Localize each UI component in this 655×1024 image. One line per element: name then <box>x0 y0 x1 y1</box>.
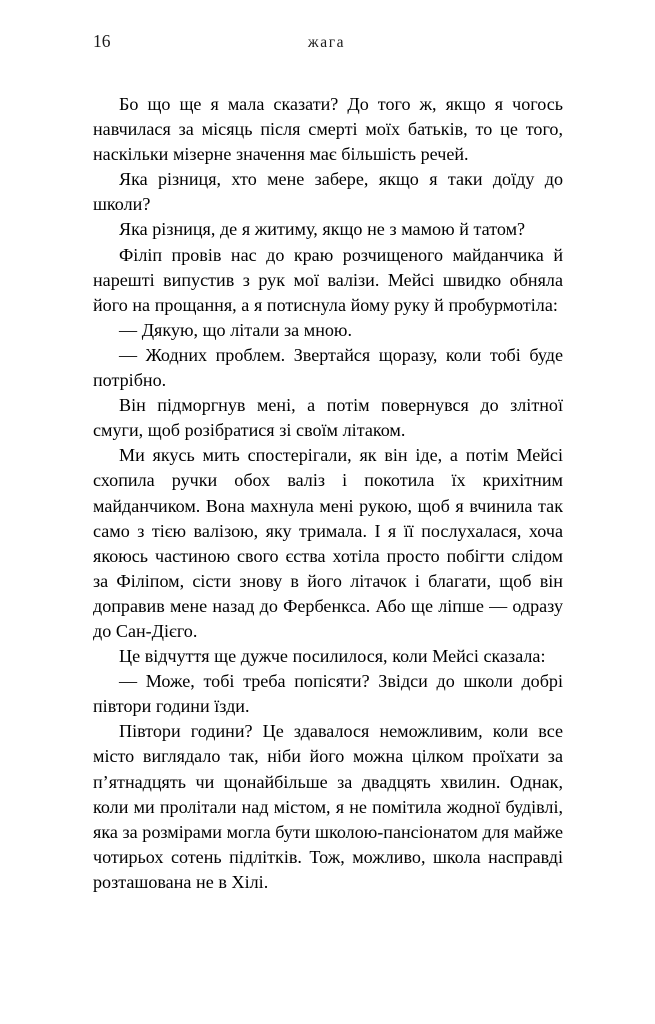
running-title: жага <box>307 34 346 51</box>
paragraph: Філіп провів нас до краю розчищеного майданчика й нарешті випустив з рук мої валізи. Мейсі швидко обняла його на прощання, а я потиснула йому руку й пробурмотіла: <box>93 244 563 315</box>
page-number: 16 <box>93 31 111 51</box>
paragraph: Півтори години? Це здавалося неможливим, коли все місто виглядало так, ніби його можна цілком проїхати за п’ятнадцять чи щонайбільше за двадцять хвилин. Однак, коли ми пролітали над містом, я не помітила жодної будівлі, яка за розмірами могла бути школою-пансіонатом для майже чотирьох сотень підлітків. Тож, можливо, школа насправді розташована не в Хілі. <box>93 721 563 892</box>
paragraph: Яка різниця, де я житиму, якщо не з мамою й татом? <box>119 219 526 240</box>
paragraph: Це відчуття ще дужче посилилося, коли Мейсі сказала: <box>119 646 546 667</box>
dialogue-line: — Дякую, що літали за мною. <box>119 319 352 340</box>
paragraph: Він підморгнув мені, а потім повернувся до злітної смуги, щоб розібратися зі своїм літаком. <box>93 395 563 441</box>
dialogue-line: — Може, тобі треба попісяти? Звідси до школи добрі півтори години їзди. <box>93 671 563 717</box>
dialogue-line: — Жодних проблем. Звертайся щоразу, коли тобі буде потрібно. <box>93 344 563 391</box>
running-head <box>93 29 563 53</box>
paragraph: Ми якусь мить спостерігали, як він іде, а потім Мейсі схопила ручки обох валіз і покотила їх крихітним майданчиком. Вона махнула мені рукою, щоб я вчинила так само з тією валізою, яку тримала. І я її послухалася, хоча якоюсь частиною свого єства хотіла просто побігти слідом за Філіпом, сісти знову в його літачок і благати, щоб він доправив мене назад до Фербенкса. Або ще ліпше — одразу до Сан-Дієго. <box>93 445 563 641</box>
paragraph: Яка різниця, хто мене забере, якщо я таки доїду до школи? <box>93 169 563 215</box>
paragraph: Бо що ще я мала сказати? До того ж, якщо я чогось навчилася за місяць після смерті моїх батьків, то це того, наскільки мізерне значення має більшість речей. <box>93 94 563 165</box>
body-text <box>93 92 563 895</box>
